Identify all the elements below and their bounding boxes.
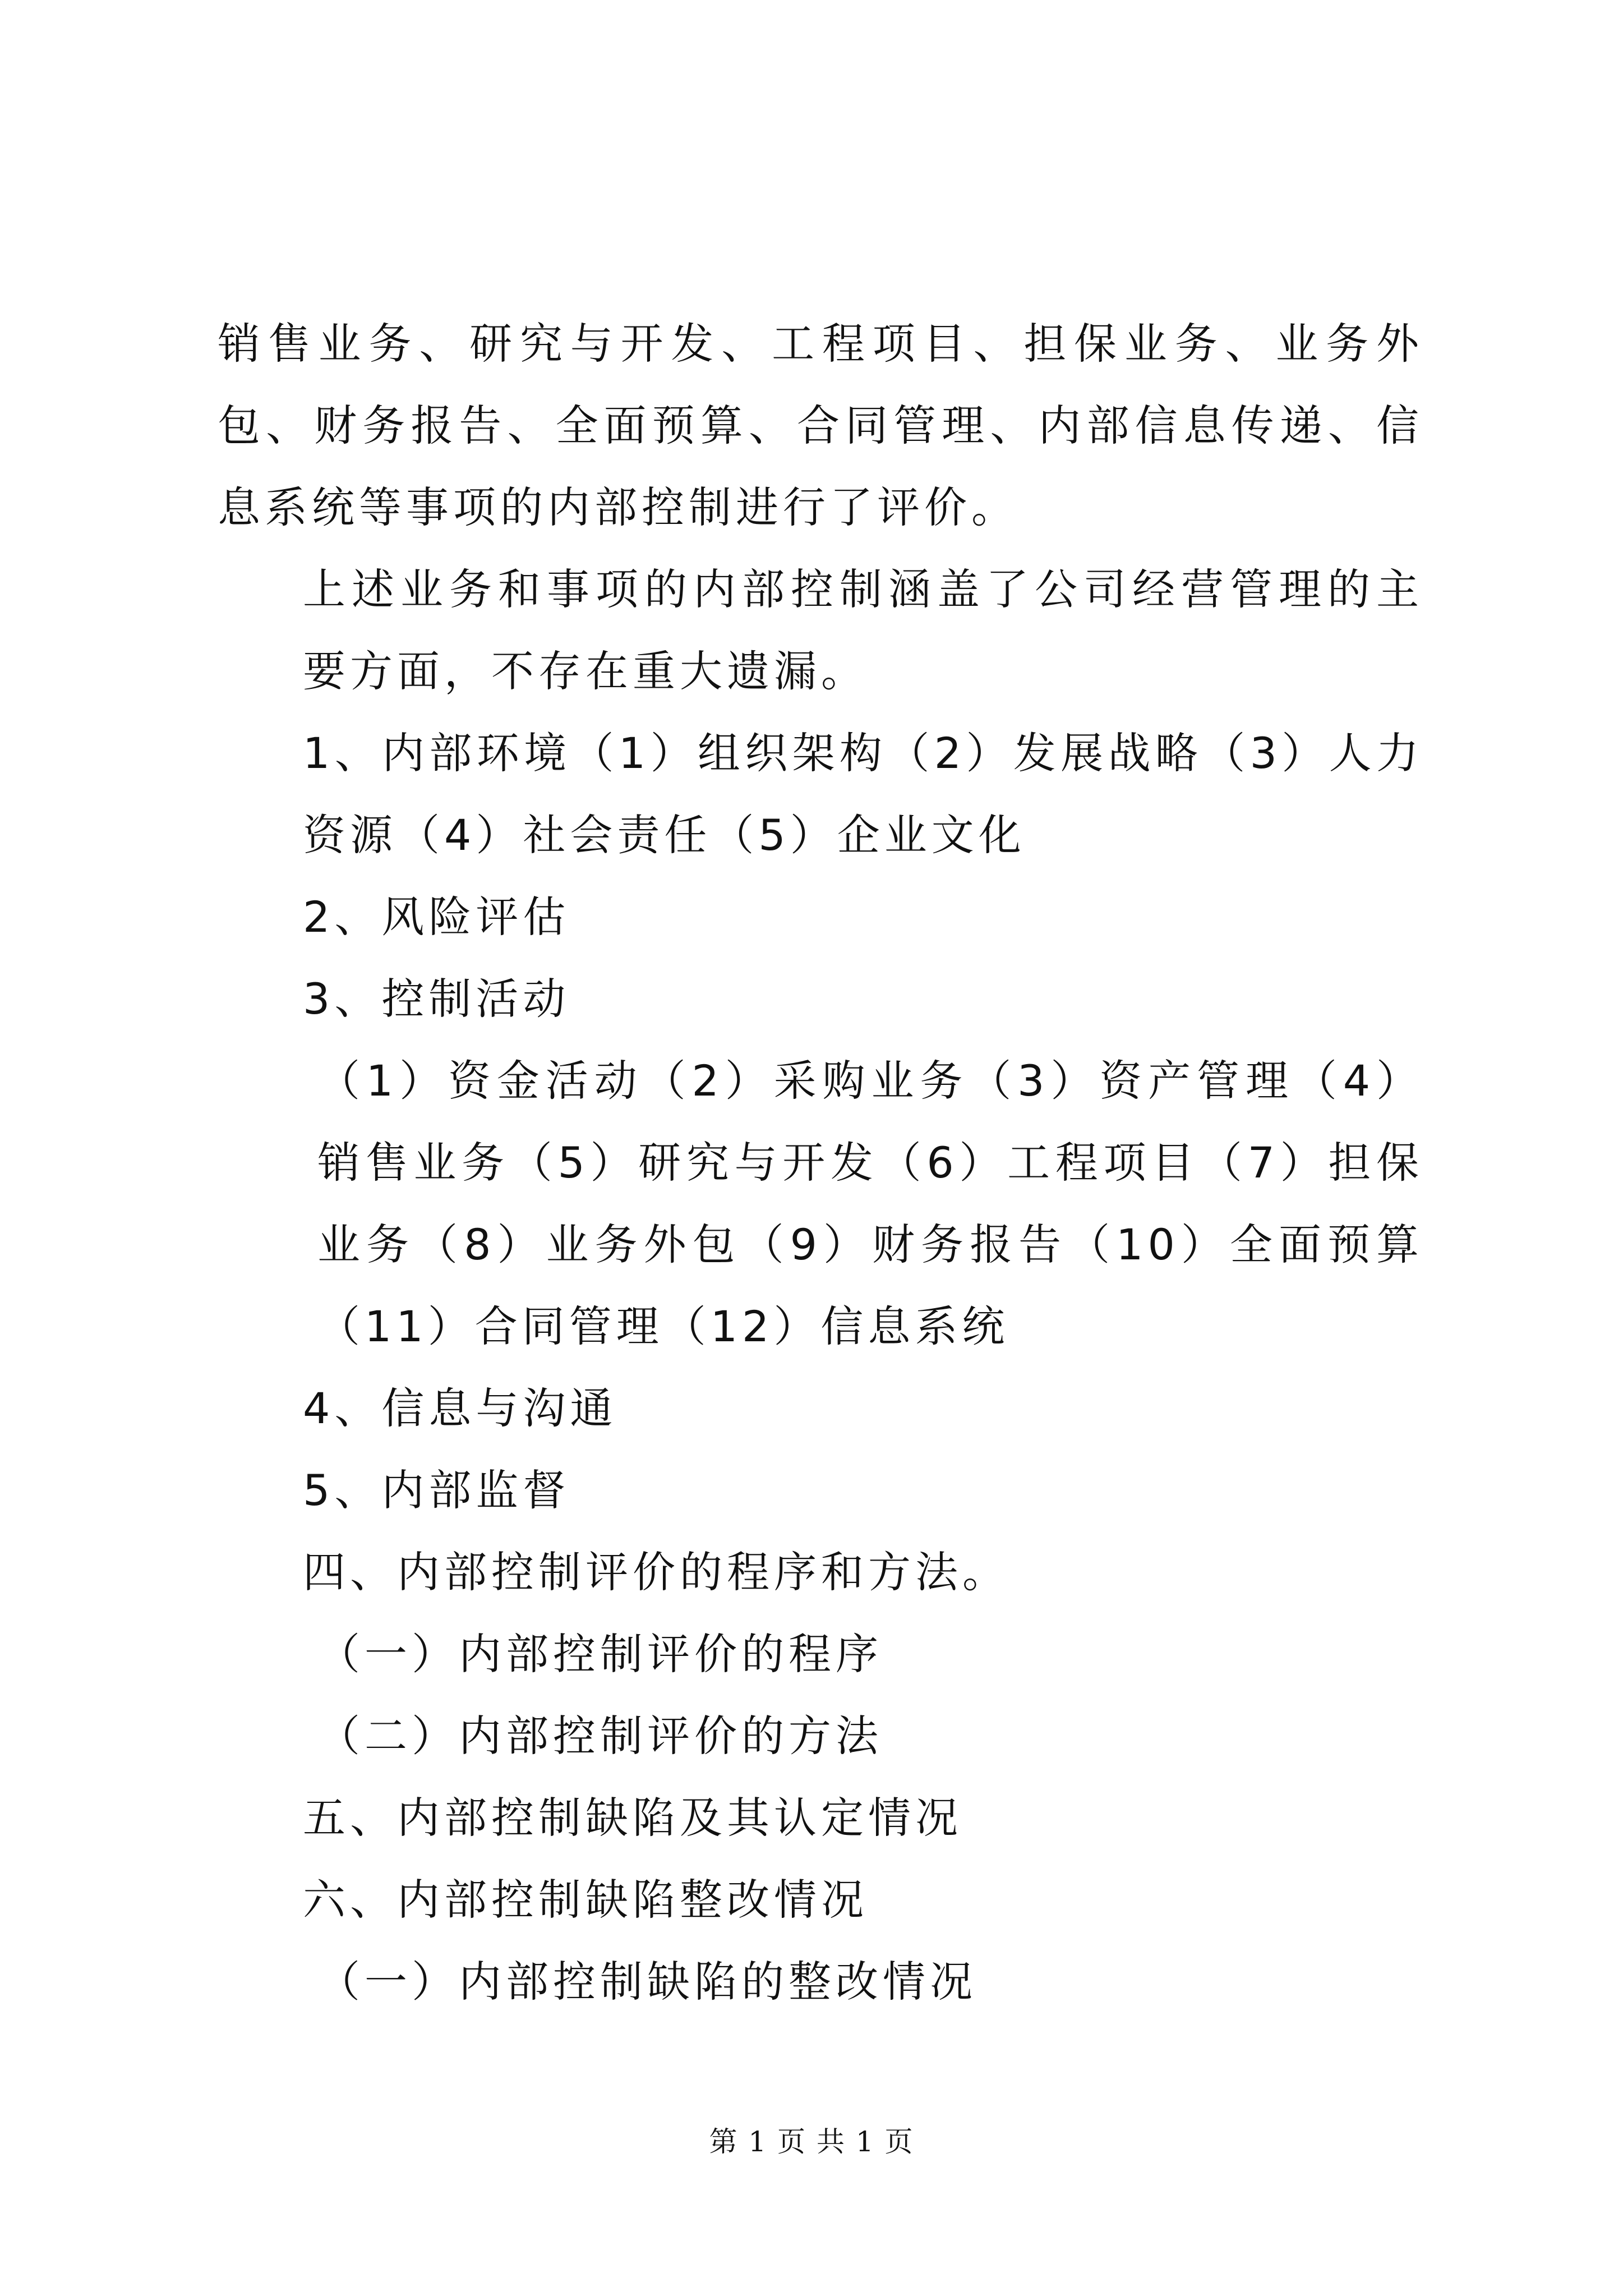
list-item-risk-assessment: 2、风险评估: [303, 892, 570, 942]
list-item-control-activities-detail: （1）资金活动（2）采购业务（3）资产管理（4）销售业务（5）研究与开发（6）工程项目（7）担保业务（8）业务外包（9）财务报告（10）全面预算（11）合同管理（12）信息系统: [317, 1056, 1423, 1351]
paragraph-coverage: 上述业务和事项的内部控制涵盖了公司经营管理的主要方面，不存在重大遗漏。: [303, 564, 1423, 696]
section-heading-6: 六、内部控制缺陷整改情况: [303, 1875, 868, 1925]
list-item-internal-supervision: 5、内部监督: [303, 1465, 570, 1515]
list-item-information-communication: 4、信息与沟通: [303, 1383, 617, 1433]
section-heading-5: 五、内部控制缺陷及其认定情况: [303, 1793, 962, 1843]
list-item-internal-environment: 1、内部环境（1）组织架构（2）发展战略（3）人力资源（4）社会责任（5）企业文化: [303, 728, 1423, 860]
page-number-footer: 第 1 页 共 1 页: [709, 2125, 914, 2158]
subsection-heading-4-1: （一）内部控制评价的程序: [317, 1629, 883, 1679]
subsection-heading-4-2: （二）内部控制评价的方法: [317, 1711, 883, 1761]
paragraph-continuation: 销售业务、研究与开发、工程项目、担保业务、业务外包、财务报告、全面预算、合同管理、内部信息传递、信息系统等事项的内部控制进行了评价。: [218, 319, 1423, 532]
list-item-control-activities: 3、控制活动: [303, 974, 570, 1024]
document-body: [218, 303, 1423, 2023]
section-heading-4: 四、内部控制评价的程序和方法。: [303, 1547, 1009, 1597]
subsection-heading-6-1: （一）内部控制缺陷的整改情况: [317, 1957, 977, 2007]
